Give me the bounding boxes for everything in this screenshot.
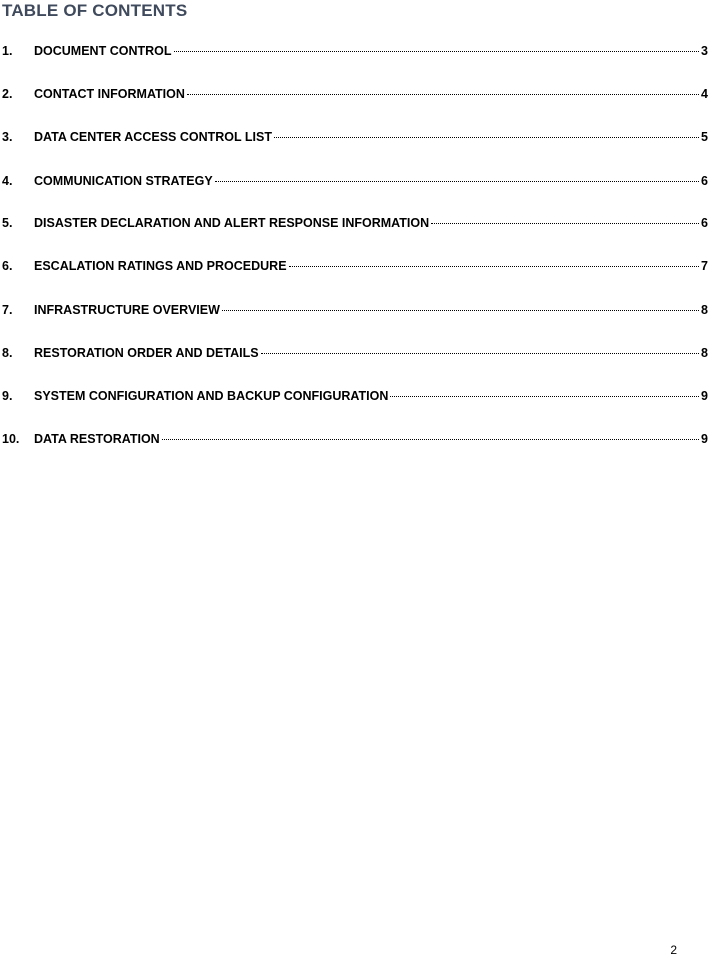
toc-entry-disaster-declaration[interactable] [0,216,708,234]
toc-entry-number: 9. [2,389,13,403]
toc-entry-number: 7. [2,303,13,317]
toc-entry-text: DATA RESTORATION [34,432,160,446]
toc-entry-number: 6. [2,259,13,273]
toc-entry-number: 8. [2,346,13,360]
toc-dot-leader [162,439,699,440]
toc-dot-leader [274,137,699,138]
toc-entry-infrastructure-overview[interactable] [0,303,708,321]
toc-dot-leader [222,310,699,311]
toc-entry-number: 3. [2,130,13,144]
toc-entry-restoration-order[interactable] [0,346,708,364]
toc-dot-leader [261,353,700,354]
toc-entry-page: 7 [701,259,708,273]
toc-entry-contact-information[interactable] [0,87,708,105]
toc-entry-page: 9 [701,432,708,446]
toc-entry-number: 5. [2,216,13,230]
toc-entry-page: 8 [701,346,708,360]
toc-entry-text: DATA CENTER ACCESS CONTROL LIST [34,130,272,144]
toc-entry-text: CONTACT INFORMATION [34,87,185,101]
toc-entry-communication-strategy[interactable] [0,174,708,192]
toc-entry-data-center-access-control-list[interactable] [0,130,708,148]
toc-entry-number: 10. [2,432,20,446]
toc-entry-page: 9 [701,389,708,403]
toc-entry-system-configuration[interactable] [0,389,708,407]
toc-dot-leader [289,266,699,267]
toc-entry-text: COMMUNICATION STRATEGY [34,174,213,188]
toc-dot-leader [215,181,699,182]
toc-entry-page: 5 [701,130,708,144]
toc-entry-escalation-ratings[interactable] [0,259,708,277]
toc-entry-page: 6 [701,216,708,230]
toc-dot-leader [431,223,699,224]
toc-dot-leader [174,51,700,52]
toc-entry-text: RESTORATION ORDER AND DETAILS [34,346,259,360]
toc-entry-data-restoration[interactable] [0,432,708,450]
toc-entry-text: SYSTEM CONFIGURATION AND BACKUP CONFIGURATION [34,389,389,403]
toc-entry-page: 6 [701,174,708,188]
toc-entry-document-control[interactable] [0,44,708,62]
toc-entry-number: 1. [2,44,13,58]
toc-entry-number: 2. [2,87,13,101]
toc-title: TABLE OF CONTENTS [2,1,188,20]
toc-dot-leader [187,94,699,95]
toc-entry-text: DOCUMENT CONTROL [34,44,172,58]
toc-entry-text: DISASTER DECLARATION AND ALERT RESPONSE INFORMATION [34,216,430,230]
toc-entry-number: 4. [2,174,13,188]
toc-entry-text: ESCALATION RATINGS AND PROCEDURE [34,259,287,273]
toc-entry-page: 8 [701,303,708,317]
toc-entry-page: 3 [701,44,708,58]
toc-dot-leader [390,396,699,397]
page-number: 2 [670,943,677,957]
toc-entry-text: INFRASTRUCTURE OVERVIEW [34,303,220,317]
toc-entry-page: 4 [701,87,708,101]
